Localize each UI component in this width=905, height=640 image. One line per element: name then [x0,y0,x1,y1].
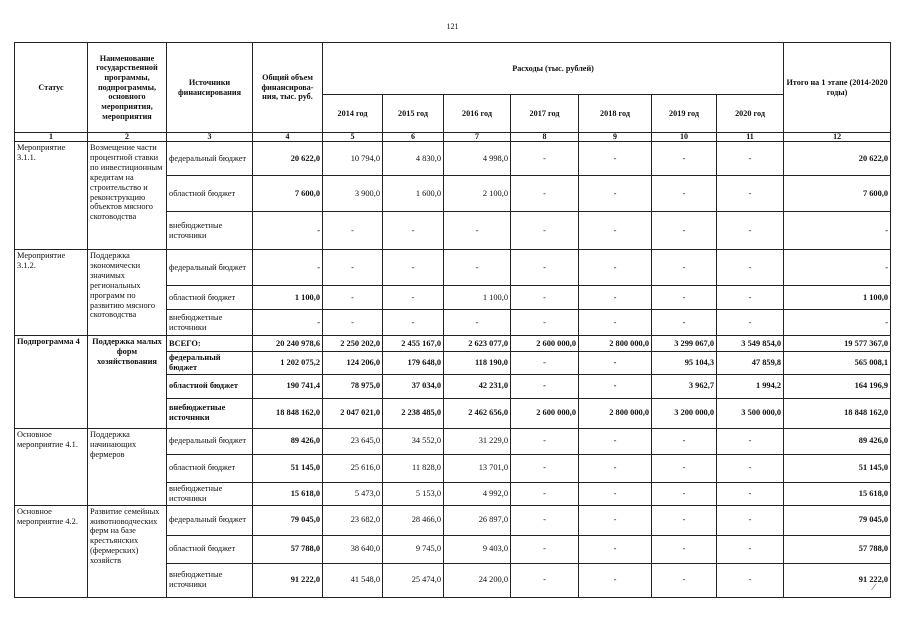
year-value-cell: - [717,563,784,597]
year-value-cell: 1 600,0 [383,176,444,212]
year-value-cell: - [323,310,383,336]
column-number: 6 [383,133,444,142]
year-value-cell: 2 462 656,0 [444,398,511,428]
year-value-cell: - [579,176,652,212]
year-value-cell: 4 992,0 [444,482,511,505]
funding-source: внебюджетные источники [167,398,253,428]
final-total-cell: 18 848 162,0 [784,398,891,428]
final-total-cell: 57 788,0 [784,535,891,563]
year-value-cell: - [717,428,784,454]
year-value-cell: - [511,482,579,505]
total-volume-cell: 20 240 978,6 [253,336,323,352]
column-number: 12 [784,133,891,142]
year-value-cell: 2 238 485,0 [383,398,444,428]
year-value-cell: - [579,563,652,597]
final-total-cell: 79 045,0 [784,505,891,535]
header-year: 2016 год [444,95,511,133]
total-volume-cell: 89 426,0 [253,428,323,454]
column-number: 8 [511,133,579,142]
funding-source: областной бюджет [167,535,253,563]
funding-source: федеральный бюджет [167,142,253,176]
row-name: Поддержка начинающих фермеров [88,428,167,505]
total-volume-cell: 1 100,0 [253,286,323,310]
row-status: Мероприятие 3.1.1. [15,142,88,250]
final-total-cell: 7 600,0 [784,176,891,212]
column-number: 2 [88,133,167,142]
year-value-cell: - [579,310,652,336]
funding-source: федеральный бюджет [167,250,253,286]
year-value-cell: 42 231,0 [444,374,511,398]
year-value-cell: 78 975,0 [323,374,383,398]
year-value-cell: - [511,535,579,563]
year-value-cell: - [579,142,652,176]
year-value-cell: 28 466,0 [383,505,444,535]
year-value-cell: - [652,428,717,454]
funding-source: внебюджетные источники [167,310,253,336]
year-value-cell: - [579,505,652,535]
final-total-cell: 19 577 367,0 [784,336,891,352]
final-total-cell: 1 100,0 [784,286,891,310]
year-value-cell: 3 299 067,0 [652,336,717,352]
year-value-cell: - [383,286,444,310]
year-value-cell: - [323,212,383,250]
column-number: 1 [15,133,88,142]
table-row [15,142,891,176]
year-value-cell: 1 994,2 [717,374,784,398]
header-year: 2020 год [717,95,784,133]
year-value-cell: - [652,563,717,597]
row-status: Подпрограмма 4 [15,336,88,429]
total-volume-cell: 20 622,0 [253,142,323,176]
column-number: 10 [652,133,717,142]
year-value-cell: 3 900,0 [323,176,383,212]
header-name: Наименование государственной программы, подпрограммы, основного мероприятия, мероприятия [88,43,167,133]
year-value-cell: 2 047 021,0 [323,398,383,428]
header-year: 2019 год [652,95,717,133]
year-value-cell: - [444,310,511,336]
table-row [15,336,891,352]
column-number: 4 [253,133,323,142]
total-volume-cell: - [253,310,323,336]
year-value-cell: 38 640,0 [323,535,383,563]
year-value-cell: 11 828,0 [383,454,444,482]
header-status: Статус [15,43,88,133]
column-number: 9 [579,133,652,142]
year-value-cell: - [323,250,383,286]
header-total-volume: Общий объем финансирова-ния, тыс. руб. [253,43,323,133]
year-value-cell: - [717,535,784,563]
funding-source: внебюджетные источники [167,563,253,597]
year-value-cell: - [383,250,444,286]
year-value-cell: - [652,535,717,563]
year-value-cell: 23 645,0 [323,428,383,454]
year-value-cell: 2 250 202,0 [323,336,383,352]
final-total-cell: - [784,212,891,250]
year-value-cell: 2 800 000,0 [579,398,652,428]
year-value-cell: - [511,352,579,375]
row-name: Возмещение части процентной ставки по инвестиционным кредитам на строительство и реконструкцию объектов мясного скотоводства [88,142,167,250]
row-status: Мероприятие 3.1.2. [15,250,88,336]
final-total-cell: - [784,250,891,286]
final-total-cell: - [784,310,891,336]
year-value-cell: - [717,142,784,176]
year-value-cell: 4 830,0 [383,142,444,176]
year-value-cell: 31 229,0 [444,428,511,454]
header-final-total: Итого на 1 этапе (2014-2020 годы) [784,43,891,133]
year-value-cell: - [511,454,579,482]
year-value-cell: 23 682,0 [323,505,383,535]
year-value-cell: - [717,212,784,250]
year-value-cell: 5 153,0 [383,482,444,505]
year-value-cell: - [579,374,652,398]
funding-source: областной бюджет [167,454,253,482]
year-value-cell: - [579,212,652,250]
year-value-cell: 2 455 167,0 [383,336,444,352]
year-value-cell: - [579,535,652,563]
row-name: Поддержка экономически значимых региональных программ по развитию мясного скотоводства [88,250,167,336]
total-volume-cell: - [253,212,323,250]
year-value-cell: 13 701,0 [444,454,511,482]
column-number: 11 [717,133,784,142]
year-value-cell: - [511,310,579,336]
funding-source: федеральный бюджет [167,352,253,375]
total-volume-cell: 15 618,0 [253,482,323,505]
year-value-cell: - [511,505,579,535]
year-value-cell: 3 549 854,0 [717,336,784,352]
funding-source: федеральный бюджет [167,505,253,535]
year-value-cell: 2 100,0 [444,176,511,212]
total-volume-cell: 51 145,0 [253,454,323,482]
year-value-cell: - [511,212,579,250]
header-year: 2015 год [383,95,444,133]
year-value-cell: - [652,482,717,505]
year-value-cell: - [579,428,652,454]
page-number: 121 [446,22,459,31]
year-value-cell: 41 548,0 [323,563,383,597]
total-volume-cell: 57 788,0 [253,535,323,563]
year-value-cell: 5 473,0 [323,482,383,505]
header-year: 2017 год [511,95,579,133]
year-value-cell: - [652,212,717,250]
total-volume-cell: 79 045,0 [253,505,323,535]
year-value-cell: 118 190,0 [444,352,511,375]
total-volume-cell: - [253,250,323,286]
year-value-cell: 1 100,0 [444,286,511,310]
year-value-cell: 34 552,0 [383,428,444,454]
year-value-cell: - [383,310,444,336]
year-value-cell: - [511,286,579,310]
table-row [15,505,891,535]
year-value-cell: - [511,374,579,398]
year-value-cell: - [579,352,652,375]
year-value-cell: 25 474,0 [383,563,444,597]
year-value-cell: - [717,286,784,310]
year-value-cell: - [511,176,579,212]
year-value-cell: - [323,286,383,310]
year-value-cell: - [652,142,717,176]
year-value-cell: 2 623 077,0 [444,336,511,352]
year-value-cell: - [444,212,511,250]
final-total-cell: 91 222,0 [784,563,891,597]
year-value-cell: - [579,286,652,310]
funding-source: ВСЕГО: [167,336,253,352]
year-value-cell: 3 962,7 [652,374,717,398]
year-value-cell: 179 648,0 [383,352,444,375]
final-total-cell: 51 145,0 [784,454,891,482]
total-volume-cell: 1 202 075,2 [253,352,323,375]
year-value-cell: 26 897,0 [444,505,511,535]
column-number: 3 [167,133,253,142]
row-name: Развитие семейных животноводческих ферм на базе крестьянских (фермерских) хозяйств [88,505,167,597]
final-total-cell: 89 426,0 [784,428,891,454]
year-value-cell: - [717,482,784,505]
row-name: Поддержка малых форм хозяйствования [88,336,167,429]
header-year: 2018 год [579,95,652,133]
year-value-cell: 9 403,0 [444,535,511,563]
year-value-cell: 3 500 000,0 [717,398,784,428]
column-number: 7 [444,133,511,142]
year-value-cell: 37 034,0 [383,374,444,398]
funding-source: федеральный бюджет [167,428,253,454]
year-value-cell: 24 200,0 [444,563,511,597]
header-year: 2014 год [323,95,383,133]
scan-mark: ∕ [873,582,875,593]
budget-table [14,42,891,598]
row-status: Основное мероприятие 4.2. [15,505,88,597]
column-number: 5 [323,133,383,142]
funding-source: внебюджетные источники [167,212,253,250]
table-row [15,428,891,454]
year-value-cell: - [511,428,579,454]
year-value-cell: - [717,176,784,212]
year-value-cell: - [652,310,717,336]
funding-source: областной бюджет [167,286,253,310]
header-sources: Источники финансирования [167,43,253,133]
table-row [15,250,891,286]
year-value-cell: 2 800 000,0 [579,336,652,352]
year-value-cell: 10 794,0 [323,142,383,176]
year-value-cell: - [652,250,717,286]
final-total-cell: 15 618,0 [784,482,891,505]
final-total-cell: 565 008,1 [784,352,891,375]
total-volume-cell: 18 848 162,0 [253,398,323,428]
year-value-cell: - [652,505,717,535]
year-value-cell: 2 600 000,0 [511,398,579,428]
year-value-cell: - [444,250,511,286]
year-value-cell: - [511,250,579,286]
header-expenses: Расходы (тыс. рублей) [323,43,784,95]
year-value-cell: - [652,454,717,482]
year-value-cell: - [652,286,717,310]
year-value-cell: - [717,310,784,336]
funding-source: областной бюджет [167,374,253,398]
year-value-cell: - [652,176,717,212]
total-volume-cell: 7 600,0 [253,176,323,212]
year-value-cell: 95 104,3 [652,352,717,375]
funding-source: внебюджетные источники [167,482,253,505]
year-value-cell: 47 859,8 [717,352,784,375]
final-total-cell: 164 196,9 [784,374,891,398]
year-value-cell: - [511,142,579,176]
year-value-cell: 9 745,0 [383,535,444,563]
year-value-cell: - [579,454,652,482]
year-value-cell: - [383,212,444,250]
year-value-cell: 3 200 000,0 [652,398,717,428]
final-total-cell: 20 622,0 [784,142,891,176]
year-value-cell: - [717,454,784,482]
year-value-cell: 124 206,0 [323,352,383,375]
year-value-cell: 4 998,0 [444,142,511,176]
total-volume-cell: 91 222,0 [253,563,323,597]
year-value-cell: 25 616,0 [323,454,383,482]
funding-source: областной бюджет [167,176,253,212]
year-value-cell: - [717,250,784,286]
year-value-cell: - [511,563,579,597]
year-value-cell: - [579,250,652,286]
row-status: Основное мероприятие 4.1. [15,428,88,505]
year-value-cell: - [579,482,652,505]
total-volume-cell: 190 741,4 [253,374,323,398]
year-value-cell: - [717,505,784,535]
year-value-cell: 2 600 000,0 [511,336,579,352]
